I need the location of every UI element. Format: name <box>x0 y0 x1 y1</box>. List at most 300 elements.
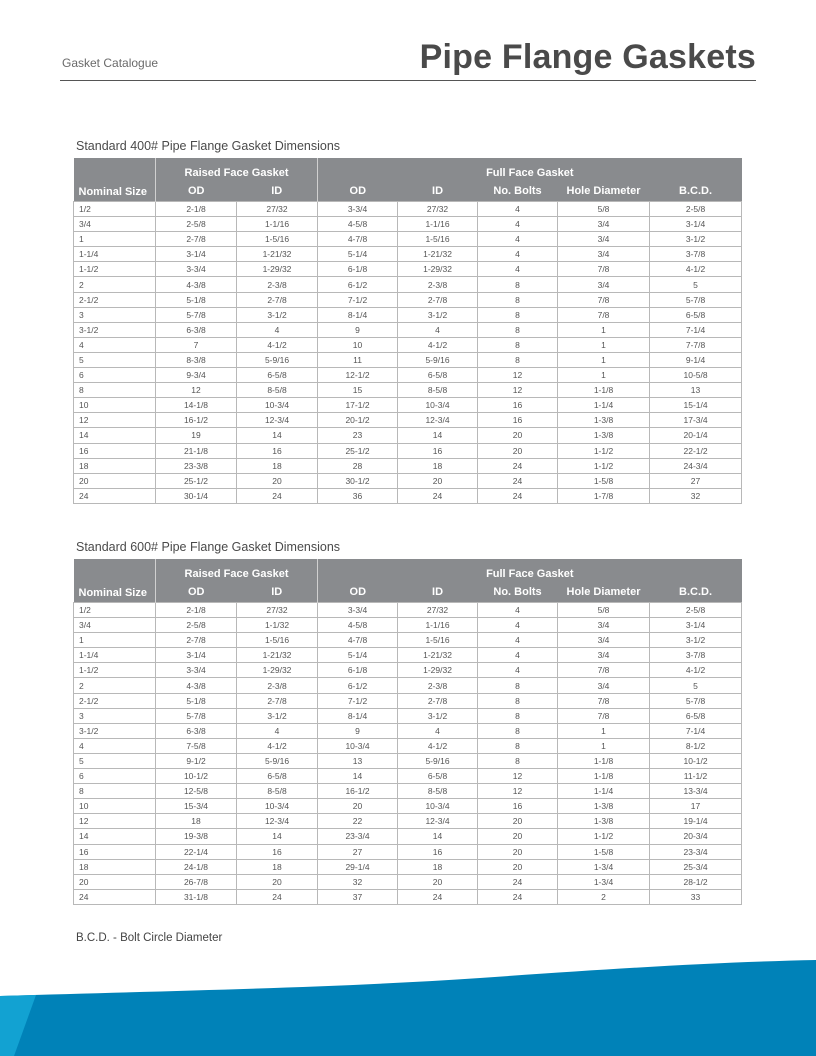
cell-ff-id: 1-21/32 <box>398 648 478 663</box>
cell-rf-od: 3-1/4 <box>156 247 237 262</box>
table-400-title: Standard 400# Pipe Flange Gasket Dimensions <box>76 139 341 153</box>
cell-no-bolts: 8 <box>478 723 558 738</box>
cell-ff-od: 4-7/8 <box>318 232 398 247</box>
cell-ff-od: 23-3/4 <box>318 829 398 844</box>
cell-hole-diameter: 1 <box>558 337 650 352</box>
table-400-body <box>74 202 742 504</box>
cell-ff-id: 4-1/2 <box>398 738 478 753</box>
cell-no-bolts: 8 <box>478 352 558 367</box>
cell-bcd: 20-1/4 <box>650 428 742 443</box>
cell-rf-id: 20 <box>237 473 318 488</box>
table-row <box>74 202 742 217</box>
cell-bcd: 7-7/8 <box>650 337 742 352</box>
cell-rf-id: 10-3/4 <box>237 799 318 814</box>
cell-ff-od: 20 <box>318 799 398 814</box>
cell-ff-id: 4 <box>398 322 478 337</box>
cell-nominal-size: 16 <box>74 844 156 859</box>
table-row <box>74 723 742 738</box>
cell-ff-id: 14 <box>398 829 478 844</box>
cell-hole-diameter: 3/4 <box>558 247 650 262</box>
table-row <box>74 413 742 428</box>
cell-bcd: 2-5/8 <box>650 202 742 217</box>
cell-hole-diameter: 1 <box>558 322 650 337</box>
cell-rf-od: 5-7/8 <box>156 307 237 322</box>
cell-ff-id: 16 <box>398 443 478 458</box>
cell-bcd: 27 <box>650 473 742 488</box>
table-row <box>74 488 742 503</box>
cell-ff-od: 20-1/2 <box>318 413 398 428</box>
cell-rf-id: 8-5/8 <box>237 383 318 398</box>
cell-hole-diameter: 1-1/4 <box>558 398 650 413</box>
cell-bcd: 4-1/2 <box>650 663 742 678</box>
cell-no-bolts: 20 <box>478 814 558 829</box>
table-row <box>74 859 742 874</box>
cell-bcd: 5-7/8 <box>650 693 742 708</box>
cell-nominal-size: 3/4 <box>74 618 156 633</box>
cell-hole-diameter: 1-3/8 <box>558 413 650 428</box>
cell-ff-od: 5-1/4 <box>318 247 398 262</box>
cell-rf-od: 19 <box>156 428 237 443</box>
cell-hole-diameter: 1-3/8 <box>558 814 650 829</box>
table-row <box>74 678 742 693</box>
cell-no-bolts: 20 <box>478 428 558 443</box>
cell-ff-od: 32 <box>318 874 398 889</box>
table-600-body <box>74 603 742 905</box>
cell-nominal-size: 6 <box>74 368 156 383</box>
cell-bcd: 3-1/4 <box>650 618 742 633</box>
gasket-table-600 <box>73 559 742 905</box>
table-row <box>74 337 742 352</box>
cell-bcd: 10-1/2 <box>650 753 742 768</box>
table-row <box>74 322 742 337</box>
cell-ff-od: 6-1/2 <box>318 678 398 693</box>
cell-ff-id: 1-5/16 <box>398 633 478 648</box>
table-row <box>74 262 742 277</box>
cell-bcd: 3-7/8 <box>650 247 742 262</box>
cell-bcd: 33 <box>650 889 742 904</box>
cell-hole-diameter: 7/8 <box>558 292 650 307</box>
cell-ff-id: 6-5/8 <box>398 769 478 784</box>
cell-rf-od: 24-1/8 <box>156 859 237 874</box>
cell-hole-diameter: 1-1/8 <box>558 753 650 768</box>
cell-ff-id: 2-3/8 <box>398 277 478 292</box>
cell-nominal-size: 4 <box>74 337 156 352</box>
cell-hole-diameter: 5/8 <box>558 603 650 618</box>
cell-hole-diameter: 3/4 <box>558 232 650 247</box>
cell-rf-od: 23-3/8 <box>156 458 237 473</box>
cell-ff-od: 37 <box>318 889 398 904</box>
cell-ff-od: 17-1/2 <box>318 398 398 413</box>
cell-rf-od: 5-1/8 <box>156 693 237 708</box>
cell-no-bolts: 8 <box>478 337 558 352</box>
cell-no-bolts: 4 <box>478 633 558 648</box>
cell-bcd: 6-5/8 <box>650 307 742 322</box>
cell-rf-id: 4-1/2 <box>237 337 318 352</box>
cell-hole-diameter: 1-3/8 <box>558 799 650 814</box>
table-row <box>74 398 742 413</box>
cell-rf-od: 7-5/8 <box>156 738 237 753</box>
cell-bcd: 20-3/4 <box>650 829 742 844</box>
cell-hole-diameter: 3/4 <box>558 678 650 693</box>
table-row <box>74 874 742 889</box>
table-row <box>74 829 742 844</box>
cell-no-bolts: 4 <box>478 663 558 678</box>
cell-bcd: 3-1/4 <box>650 217 742 232</box>
cell-bcd: 25-3/4 <box>650 859 742 874</box>
table-row <box>74 633 742 648</box>
cell-nominal-size: 5 <box>74 753 156 768</box>
cell-ff-id: 1-1/16 <box>398 618 478 633</box>
cell-nominal-size: 24 <box>74 889 156 904</box>
cell-bcd: 4-1/2 <box>650 262 742 277</box>
cell-hole-diameter: 5/8 <box>558 202 650 217</box>
cell-no-bolts: 16 <box>478 413 558 428</box>
cell-nominal-size: 3-1/2 <box>74 723 156 738</box>
column-header-no-bolts: No. Bolts <box>478 180 558 202</box>
table-row <box>74 663 742 678</box>
cell-nominal-size: 2 <box>74 678 156 693</box>
cell-bcd: 7-1/4 <box>650 322 742 337</box>
page-title: Pipe Flange Gaskets <box>419 38 756 76</box>
cell-nominal-size: 2-1/2 <box>74 693 156 708</box>
cell-bcd: 7-1/4 <box>650 723 742 738</box>
cell-ff-id: 24 <box>398 889 478 904</box>
cell-bcd: 3-7/8 <box>650 648 742 663</box>
cell-bcd: 10-5/8 <box>650 368 742 383</box>
cell-rf-od: 15-3/4 <box>156 799 237 814</box>
column-header-rf-id: ID <box>237 581 318 603</box>
column-header-rf-id: ID <box>237 180 318 202</box>
cell-nominal-size: 14 <box>74 829 156 844</box>
column-header-rf-od: OD <box>156 180 237 202</box>
cell-rf-id: 14 <box>237 829 318 844</box>
cell-rf-id: 2-3/8 <box>237 678 318 693</box>
cell-ff-id: 10-3/4 <box>398 398 478 413</box>
table-row <box>74 473 742 488</box>
table-row <box>74 784 742 799</box>
cell-hole-diameter: 3/4 <box>558 277 650 292</box>
cell-ff-od: 16-1/2 <box>318 784 398 799</box>
cell-rf-id: 1-21/32 <box>237 247 318 262</box>
cell-nominal-size: 2 <box>74 277 156 292</box>
cell-rf-id: 3-1/2 <box>237 307 318 322</box>
table-row <box>74 428 742 443</box>
cell-rf-od: 10-1/2 <box>156 769 237 784</box>
cell-hole-diameter: 7/8 <box>558 693 650 708</box>
cell-rf-od: 26-7/8 <box>156 874 237 889</box>
cell-ff-id: 16 <box>398 844 478 859</box>
footer-wave-dark <box>0 960 816 1056</box>
table-row <box>74 292 742 307</box>
cell-no-bolts: 4 <box>478 603 558 618</box>
cell-ff-od: 23 <box>318 428 398 443</box>
cell-ff-od: 8-1/4 <box>318 708 398 723</box>
cell-no-bolts: 8 <box>478 753 558 768</box>
table-row <box>74 708 742 723</box>
table-row <box>74 618 742 633</box>
column-header-hole-diameter: Hole Diameter <box>558 180 650 202</box>
cell-no-bolts: 16 <box>478 398 558 413</box>
cell-nominal-size: 3-1/2 <box>74 322 156 337</box>
cell-no-bolts: 24 <box>478 889 558 904</box>
cell-ff-od: 6-1/2 <box>318 277 398 292</box>
footer-wave-decoration <box>0 940 816 1056</box>
cell-rf-id: 8-5/8 <box>237 784 318 799</box>
group-header-full-face: Full Face Gasket <box>318 158 742 180</box>
cell-ff-od: 8-1/4 <box>318 307 398 322</box>
cell-rf-id: 2-7/8 <box>237 693 318 708</box>
cell-no-bolts: 4 <box>478 247 558 262</box>
cell-rf-id: 24 <box>237 488 318 503</box>
cell-hole-diameter: 3/4 <box>558 618 650 633</box>
cell-rf-id: 16 <box>237 443 318 458</box>
table-row <box>74 217 742 232</box>
table-row <box>74 648 742 663</box>
cell-no-bolts: 4 <box>478 232 558 247</box>
cell-no-bolts: 20 <box>478 443 558 458</box>
cell-no-bolts: 12 <box>478 383 558 398</box>
cell-rf-id: 14 <box>237 428 318 443</box>
group-header-full-face: Full Face Gasket <box>318 559 742 581</box>
cell-bcd: 6-5/8 <box>650 708 742 723</box>
cell-no-bolts: 8 <box>478 277 558 292</box>
cell-ff-id: 5-9/16 <box>398 753 478 768</box>
cell-ff-od: 4-5/8 <box>318 217 398 232</box>
cell-no-bolts: 8 <box>478 322 558 337</box>
cell-hole-diameter: 7/8 <box>558 262 650 277</box>
column-header-ff-od: OD <box>318 180 398 202</box>
cell-rf-id: 4 <box>237 322 318 337</box>
table-row <box>74 383 742 398</box>
cell-ff-id: 24 <box>398 488 478 503</box>
column-header-nominal-size: Nominal Size <box>74 559 156 603</box>
cell-rf-od: 12 <box>156 383 237 398</box>
cell-no-bolts: 20 <box>478 829 558 844</box>
cell-ff-id: 20 <box>398 473 478 488</box>
cell-hole-diameter: 1-1/8 <box>558 383 650 398</box>
cell-ff-id: 12-3/4 <box>398 814 478 829</box>
cell-nominal-size: 20 <box>74 874 156 889</box>
cell-nominal-size: 10 <box>74 799 156 814</box>
cell-bcd: 19-1/4 <box>650 814 742 829</box>
cell-ff-id: 20 <box>398 874 478 889</box>
cell-no-bolts: 24 <box>478 488 558 503</box>
table-row <box>74 603 742 618</box>
cell-nominal-size: 24 <box>74 488 156 503</box>
cell-rf-id: 10-3/4 <box>237 398 318 413</box>
cell-ff-id: 2-3/8 <box>398 678 478 693</box>
column-header-ff-id: ID <box>398 180 478 202</box>
cell-hole-diameter: 1-5/8 <box>558 473 650 488</box>
cell-no-bolts: 8 <box>478 738 558 753</box>
cell-rf-od: 5-7/8 <box>156 708 237 723</box>
cell-ff-id: 3-1/2 <box>398 708 478 723</box>
cell-ff-id: 1-29/32 <box>398 663 478 678</box>
cell-no-bolts: 4 <box>478 202 558 217</box>
cell-nominal-size: 18 <box>74 458 156 473</box>
group-header-raised-face: Raised Face Gasket <box>156 559 318 581</box>
cell-nominal-size: 6 <box>74 769 156 784</box>
cell-hole-diameter: 7/8 <box>558 708 650 723</box>
cell-nominal-size: 3/4 <box>74 217 156 232</box>
cell-nominal-size: 2-1/2 <box>74 292 156 307</box>
cell-ff-od: 36 <box>318 488 398 503</box>
cell-nominal-size: 1-1/2 <box>74 262 156 277</box>
cell-rf-od: 14-1/8 <box>156 398 237 413</box>
cell-nominal-size: 16 <box>74 443 156 458</box>
cell-ff-id: 27/32 <box>398 603 478 618</box>
cell-ff-id: 8-5/8 <box>398 784 478 799</box>
cell-ff-id: 12-3/4 <box>398 413 478 428</box>
table-row <box>74 738 742 753</box>
cell-rf-od: 3-3/4 <box>156 262 237 277</box>
table-row <box>74 769 742 784</box>
cell-rf-od: 12-5/8 <box>156 784 237 799</box>
cell-ff-od: 27 <box>318 844 398 859</box>
cell-bcd: 5 <box>650 277 742 292</box>
cell-nominal-size: 1-1/4 <box>74 648 156 663</box>
table-row <box>74 844 742 859</box>
cell-nominal-size: 12 <box>74 413 156 428</box>
cell-ff-id: 14 <box>398 428 478 443</box>
cell-ff-od: 3-3/4 <box>318 603 398 618</box>
cell-rf-od: 8-3/8 <box>156 352 237 367</box>
cell-nominal-size: 1/2 <box>74 202 156 217</box>
group-header-raised-face: Raised Face Gasket <box>156 158 318 180</box>
cell-rf-id: 12-3/4 <box>237 814 318 829</box>
cell-ff-od: 6-1/8 <box>318 262 398 277</box>
cell-hole-diameter: 1-7/8 <box>558 488 650 503</box>
cell-ff-od: 29-1/4 <box>318 859 398 874</box>
cell-no-bolts: 24 <box>478 473 558 488</box>
cell-rf-id: 16 <box>237 844 318 859</box>
cell-bcd: 13 <box>650 383 742 398</box>
cell-rf-od: 2-5/8 <box>156 217 237 232</box>
cell-no-bolts: 20 <box>478 844 558 859</box>
cell-rf-od: 19-3/8 <box>156 829 237 844</box>
cell-rf-od: 3-3/4 <box>156 663 237 678</box>
cell-ff-od: 10-3/4 <box>318 738 398 753</box>
cell-bcd: 17 <box>650 799 742 814</box>
cell-hole-diameter: 7/8 <box>558 663 650 678</box>
cell-rf-od: 7 <box>156 337 237 352</box>
table-row <box>74 693 742 708</box>
cell-rf-id: 18 <box>237 458 318 473</box>
cell-ff-id: 2-7/8 <box>398 292 478 307</box>
cell-rf-od: 22-1/4 <box>156 844 237 859</box>
cell-nominal-size: 1 <box>74 633 156 648</box>
cell-rf-id: 1-1/32 <box>237 618 318 633</box>
cell-ff-id: 3-1/2 <box>398 307 478 322</box>
cell-bcd: 23-3/4 <box>650 844 742 859</box>
cell-nominal-size: 18 <box>74 859 156 874</box>
cell-rf-id: 18 <box>237 859 318 874</box>
cell-nominal-size: 5 <box>74 352 156 367</box>
column-header-no-bolts: No. Bolts <box>478 581 558 603</box>
cell-rf-od: 31-1/8 <box>156 889 237 904</box>
cell-hole-diameter: 1 <box>558 352 650 367</box>
header-divider <box>60 80 756 81</box>
cell-rf-od: 2-1/8 <box>156 202 237 217</box>
cell-rf-od: 9-1/2 <box>156 753 237 768</box>
cell-rf-od: 16-1/2 <box>156 413 237 428</box>
cell-no-bolts: 12 <box>478 368 558 383</box>
cell-bcd: 24-3/4 <box>650 458 742 473</box>
cell-no-bolts: 8 <box>478 678 558 693</box>
cell-nominal-size: 10 <box>74 398 156 413</box>
cell-rf-id: 3-1/2 <box>237 708 318 723</box>
cell-ff-id: 10-3/4 <box>398 799 478 814</box>
cell-hole-diameter: 1-1/2 <box>558 458 650 473</box>
cell-rf-od: 6-3/8 <box>156 723 237 738</box>
cell-no-bolts: 12 <box>478 769 558 784</box>
cell-no-bolts: 4 <box>478 618 558 633</box>
cell-rf-od: 4-3/8 <box>156 277 237 292</box>
cell-rf-od: 5-1/8 <box>156 292 237 307</box>
cell-rf-id: 1-21/32 <box>237 648 318 663</box>
cell-ff-od: 14 <box>318 769 398 784</box>
column-header-ff-od: OD <box>318 581 398 603</box>
cell-no-bolts: 8 <box>478 307 558 322</box>
cell-no-bolts: 4 <box>478 262 558 277</box>
cell-nominal-size: 1 <box>74 232 156 247</box>
cell-nominal-size: 14 <box>74 428 156 443</box>
cell-hole-diameter: 1-3/4 <box>558 859 650 874</box>
cell-no-bolts: 8 <box>478 693 558 708</box>
cell-ff-od: 30-1/2 <box>318 473 398 488</box>
cell-hole-diameter: 1-1/2 <box>558 443 650 458</box>
cell-bcd: 8-1/2 <box>650 738 742 753</box>
cell-rf-id: 1-1/16 <box>237 217 318 232</box>
cell-rf-id: 1-5/16 <box>237 633 318 648</box>
cell-nominal-size: 1-1/4 <box>74 247 156 262</box>
cell-no-bolts: 16 <box>478 799 558 814</box>
cell-ff-id: 18 <box>398 859 478 874</box>
cell-ff-od: 7-1/2 <box>318 693 398 708</box>
cell-bcd: 9-1/4 <box>650 352 742 367</box>
cell-bcd: 3-1/2 <box>650 633 742 648</box>
cell-ff-od: 25-1/2 <box>318 443 398 458</box>
cell-ff-id: 18 <box>398 458 478 473</box>
cell-rf-id: 1-5/16 <box>237 232 318 247</box>
table-row <box>74 247 742 262</box>
cell-bcd: 15-1/4 <box>650 398 742 413</box>
cell-rf-id: 12-3/4 <box>237 413 318 428</box>
cell-rf-od: 25-1/2 <box>156 473 237 488</box>
cell-no-bolts: 4 <box>478 648 558 663</box>
cell-no-bolts: 12 <box>478 784 558 799</box>
table-row <box>74 443 742 458</box>
cell-nominal-size: 20 <box>74 473 156 488</box>
cell-ff-id: 1-5/16 <box>398 232 478 247</box>
cell-ff-id: 27/32 <box>398 202 478 217</box>
cell-rf-od: 2-1/8 <box>156 603 237 618</box>
cell-rf-od: 2-5/8 <box>156 618 237 633</box>
cell-rf-id: 1-29/32 <box>237 262 318 277</box>
cell-ff-id: 2-7/8 <box>398 693 478 708</box>
table-row <box>74 368 742 383</box>
cell-ff-od: 13 <box>318 753 398 768</box>
cell-bcd: 17-3/4 <box>650 413 742 428</box>
cell-hole-diameter: 1 <box>558 368 650 383</box>
cell-hole-diameter: 3/4 <box>558 633 650 648</box>
catalogue-label: Gasket Catalogue <box>62 56 159 70</box>
cell-ff-od: 9 <box>318 723 398 738</box>
table-row <box>74 814 742 829</box>
cell-rf-id: 4-1/2 <box>237 738 318 753</box>
table-row <box>74 352 742 367</box>
cell-ff-id: 5-9/16 <box>398 352 478 367</box>
